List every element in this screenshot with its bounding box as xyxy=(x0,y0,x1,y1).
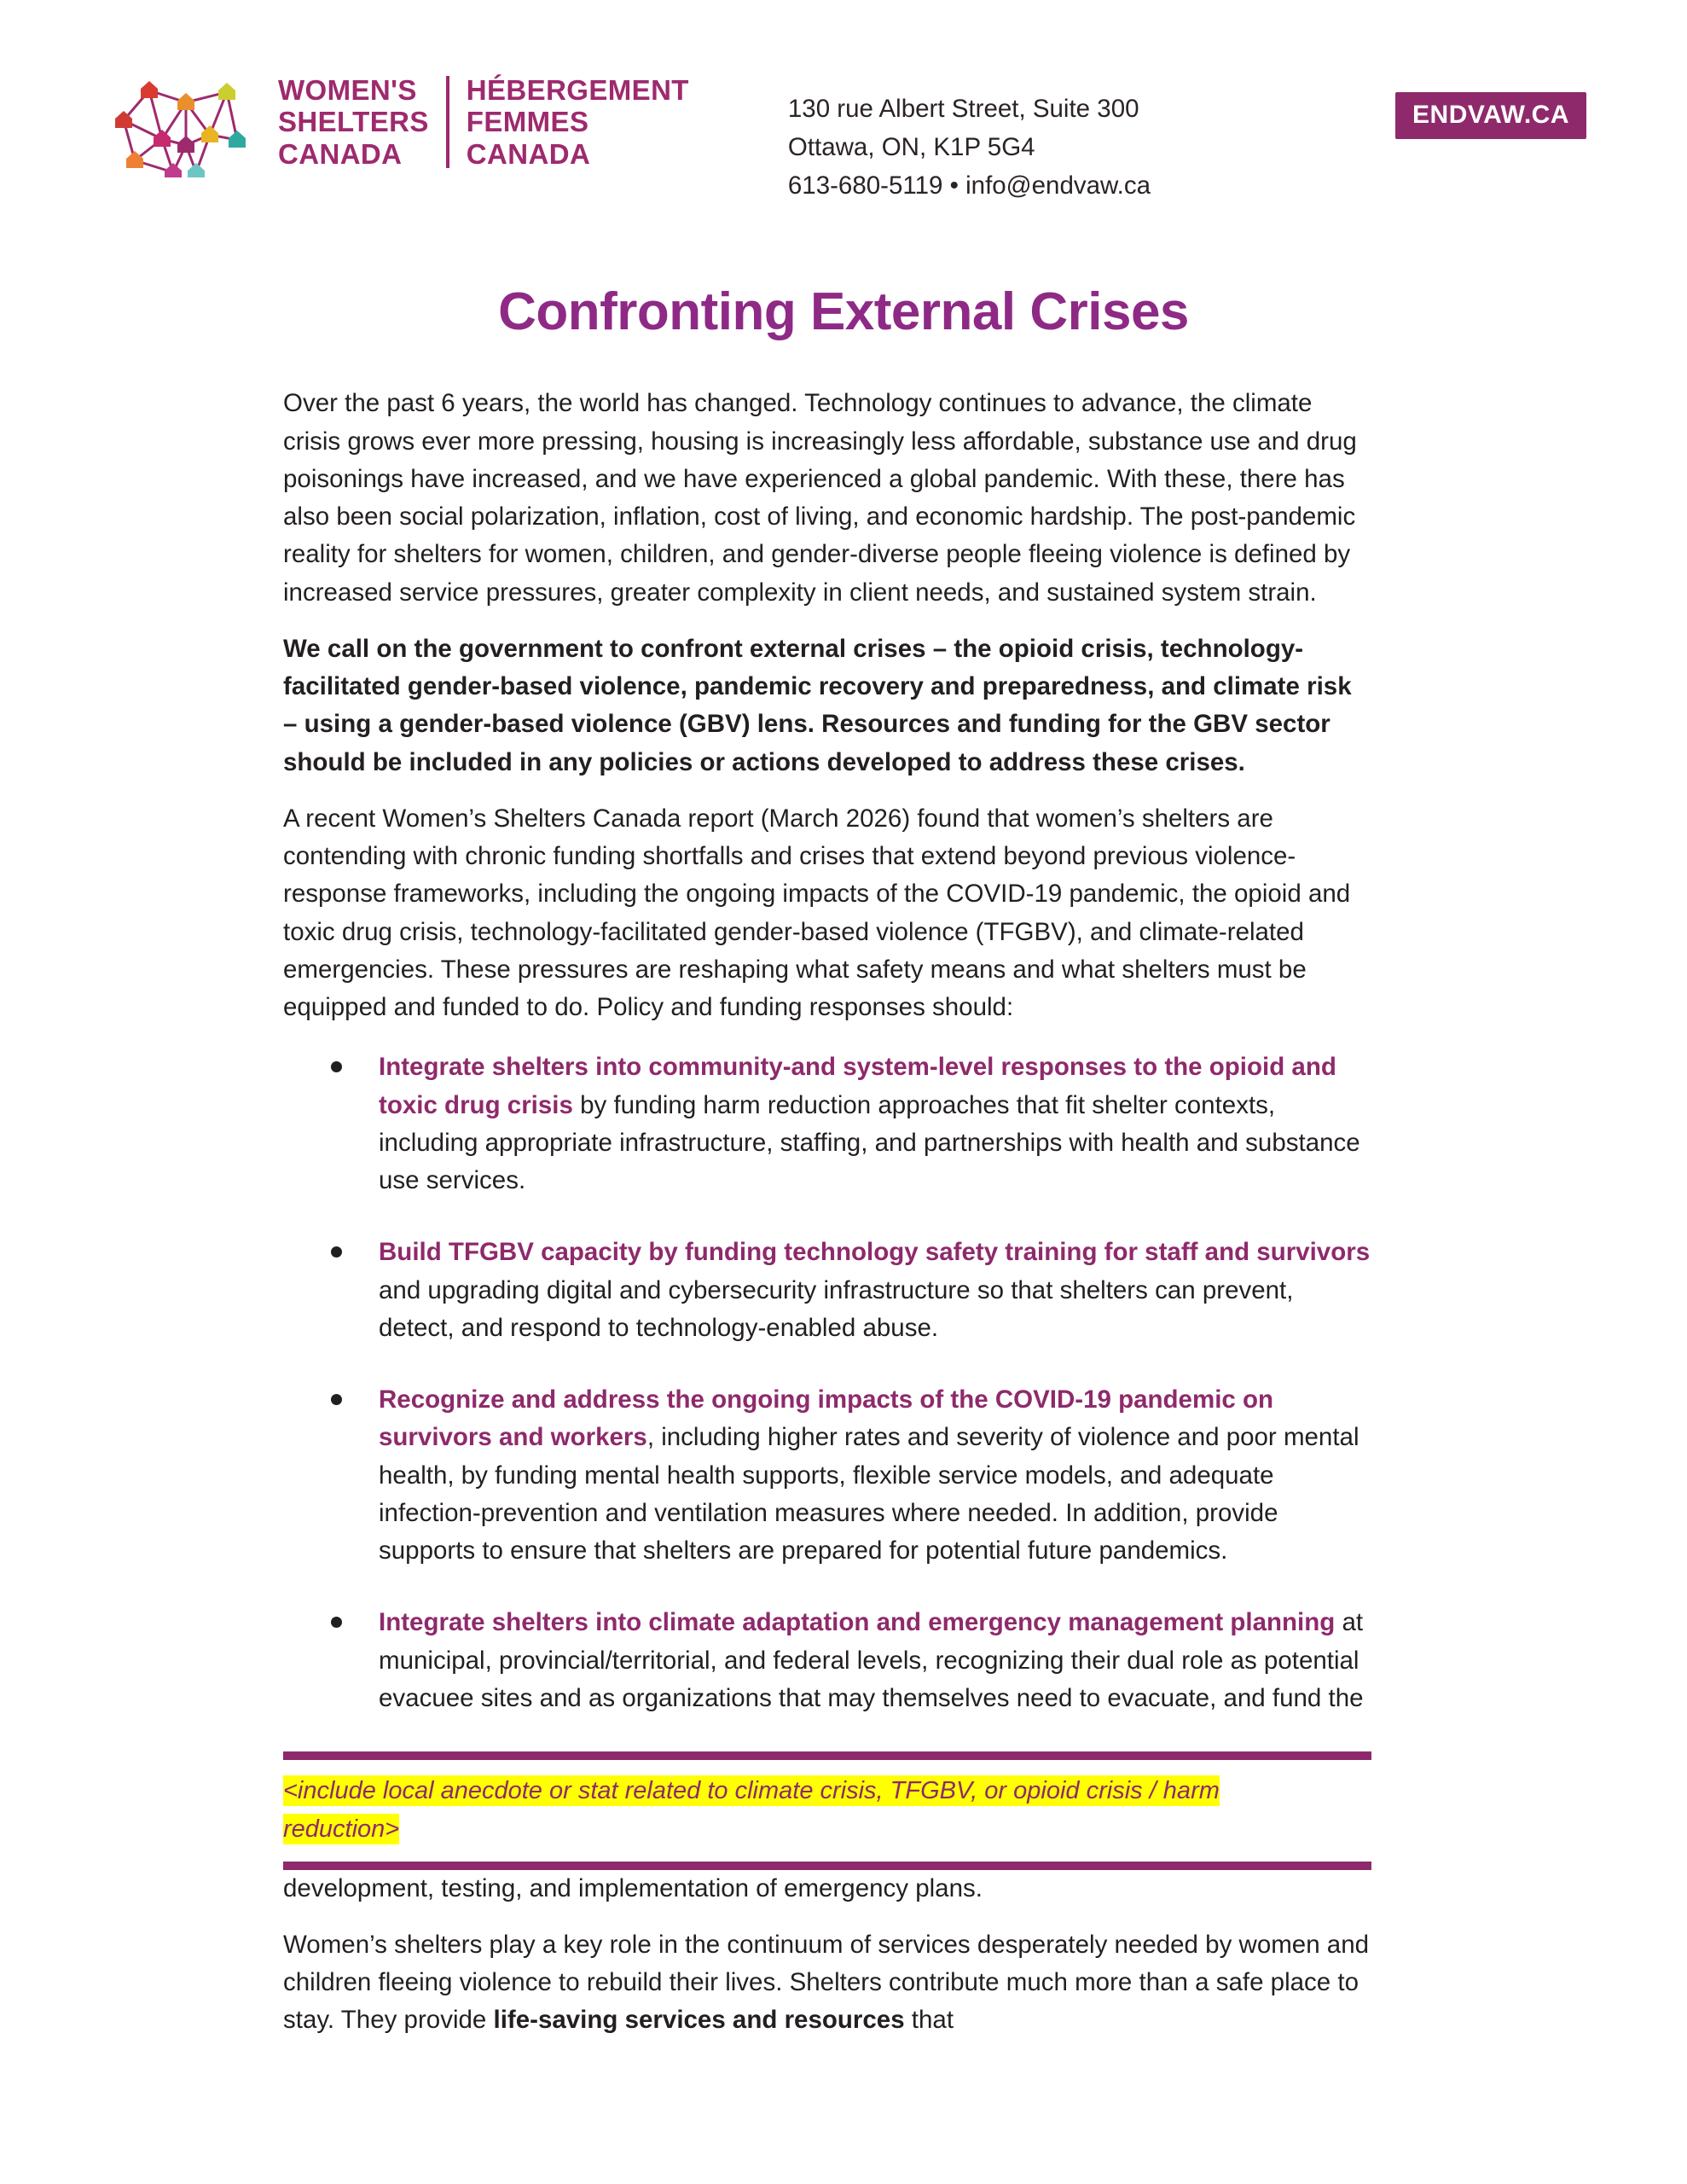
list-item xyxy=(283,1234,1371,1347)
report-findings-paragraph: A recent Women’s Shelters Canada report (March 2026) found that women’s shelters are contending with chronic funding shortfalls and crises that extend beyond previous violence-response frameworks, including the ongoing impacts of the COVID-19 pandemic, the opioid and toxic drug crisis, technology-facilitated gender-based violence (TFGBV), and climate-related emergencies. These pressures are reshaping what safety means and what shelters must be equipped and funded to do. Policy and funding responses should: xyxy=(283,804,1351,1022)
callout-bottom-rule xyxy=(283,1862,1371,1870)
logo-wordmark-english xyxy=(278,74,429,171)
page-title: Confronting External Crises xyxy=(498,282,1189,342)
anecdote-placeholder-text[interactable] xyxy=(283,1772,1371,1849)
callout-top-rule xyxy=(283,1751,1371,1760)
contact-phone-email[interactable]: 613-680-5119 • info@endvaw.ca xyxy=(787,171,1151,200)
recommendation-lead: Build TFGBV capacity by funding technology safety training for staff and survivors xyxy=(379,1238,1371,1267)
contact-address-line-1: 130 rue Albert Street, Suite 300 xyxy=(787,95,1139,123)
closing-paragraph xyxy=(283,1926,1371,2040)
contact-address-line-2: Ottawa, ON, K1P 5G4 xyxy=(787,132,1035,161)
recommendation-rest: by funding harm reduction approaches that fit shelter contexts, including appropriate infrastructure, staffing, and partnerships with health and substance use services. xyxy=(379,1090,1360,1195)
recommendations-list xyxy=(283,1048,1371,1717)
anecdote-highlight-line-2: reduction> xyxy=(283,1815,400,1844)
intro-paragraph: Over the past 6 years, the world has changed. Technology continues to advance, the climate crisis grows ever more pressing, housing is increasingly less affordable, substance use and drug poisonings have increased, and we have experienced a global pandemic. With these, there has also been social polarization, inflation, cost of living, and economic hardship. The post-pandemic reality for shelters for women, children, and gender-diverse people fleeing violence is defined by increased service pressures, greater complexity in client needs, and sustained system strain. xyxy=(283,389,1357,607)
document-header xyxy=(0,0,1687,205)
logo-nodes xyxy=(115,81,246,177)
closing-text-start: Women’s shelters play a key role in the continuum of services desperately needed by women and children fleeing violence to rebuild their lives. Shelters contribute much more than a safe place to stay. They provide xyxy=(283,1930,1370,2035)
organization-logo xyxy=(101,67,689,177)
endvaw-website-badge[interactable]: ENDVAW.CA xyxy=(1395,92,1586,139)
logo-line-canada-fr: CANADA xyxy=(466,137,591,170)
call-to-action-paragraph: We call on the government to confront external crises – the opioid crisis, technology-facilitated gender-based violence, pandemic recovery and preparedness, and climate risk – using a gender-based violence (GBV) lens. Resources and funding for the GBV sector should be included in any policies or actions developed to address these crises. xyxy=(283,634,1352,776)
anecdote-callout-box xyxy=(283,1751,1371,1869)
recommendation-rest: and upgrading digital and cybersecurity infrastructure so that shelters can prevent, detect, and respond to technology-enabled abuse. xyxy=(379,1275,1294,1342)
logo-line-shelters: SHELTERS xyxy=(278,106,429,138)
bullet-icon xyxy=(331,1246,342,1258)
body-column xyxy=(283,385,1371,2039)
list-item xyxy=(283,1604,1371,1717)
logo-line-womens: WOMEN'S xyxy=(278,73,417,106)
list-item xyxy=(283,1381,1371,1570)
continuation-sentence: development, testing, and implementation of emergency plans. xyxy=(283,1873,983,1902)
logo-wordmark xyxy=(278,74,689,171)
recommendation-lead: Integrate shelters into climate adaptation and emergency management planning xyxy=(379,1608,1336,1637)
logo-wordmark-french xyxy=(467,74,689,171)
recommendation-lead: Integrate shelters into community-and system-level responses to the opioid and toxic drug crisis xyxy=(379,1053,1336,1119)
logo-divider xyxy=(446,76,449,169)
closing-text-end: that xyxy=(904,2006,954,2035)
bullet-icon xyxy=(331,1394,342,1405)
anecdote-highlight-line-1: <include local anecdote or stat related to climate crisis, TFGBV, or opioid crisis / harm xyxy=(283,1777,1220,1805)
bullet-icon xyxy=(331,1061,342,1072)
logo-line-canada-en: CANADA xyxy=(278,137,403,170)
contact-information xyxy=(788,90,1151,205)
recommendation-lead: Recognize and address the ongoing impacts of the COVID-19 pandemic on survivors and workers xyxy=(379,1385,1274,1452)
logo-line-femmes: FEMMES xyxy=(466,106,589,138)
network-logo-icon xyxy=(101,67,263,177)
closing-bold-phrase: life-saving services and resources xyxy=(493,2006,905,2035)
list-item xyxy=(283,1048,1371,1199)
recommendation-rest: , including higher rates and severity of violence and poor mental health, by funding mental health supports, flexible service models, and adequate infection-prevention and ventilation measures where needed. In addition, provide supports to ensure that shelters are prepared for potential future pandemics. xyxy=(379,1423,1359,1565)
bullet-icon xyxy=(331,1617,342,1628)
document-body xyxy=(0,385,1687,2039)
logo-line-hebergement: HÉBERGEMENT xyxy=(466,73,689,106)
recommendation-rest: at municipal, provincial/territorial, and federal levels, recognizing their dual role as potential evacuee sites and as organizations that may themselves need to evacuate, and fund the xyxy=(379,1608,1364,1712)
